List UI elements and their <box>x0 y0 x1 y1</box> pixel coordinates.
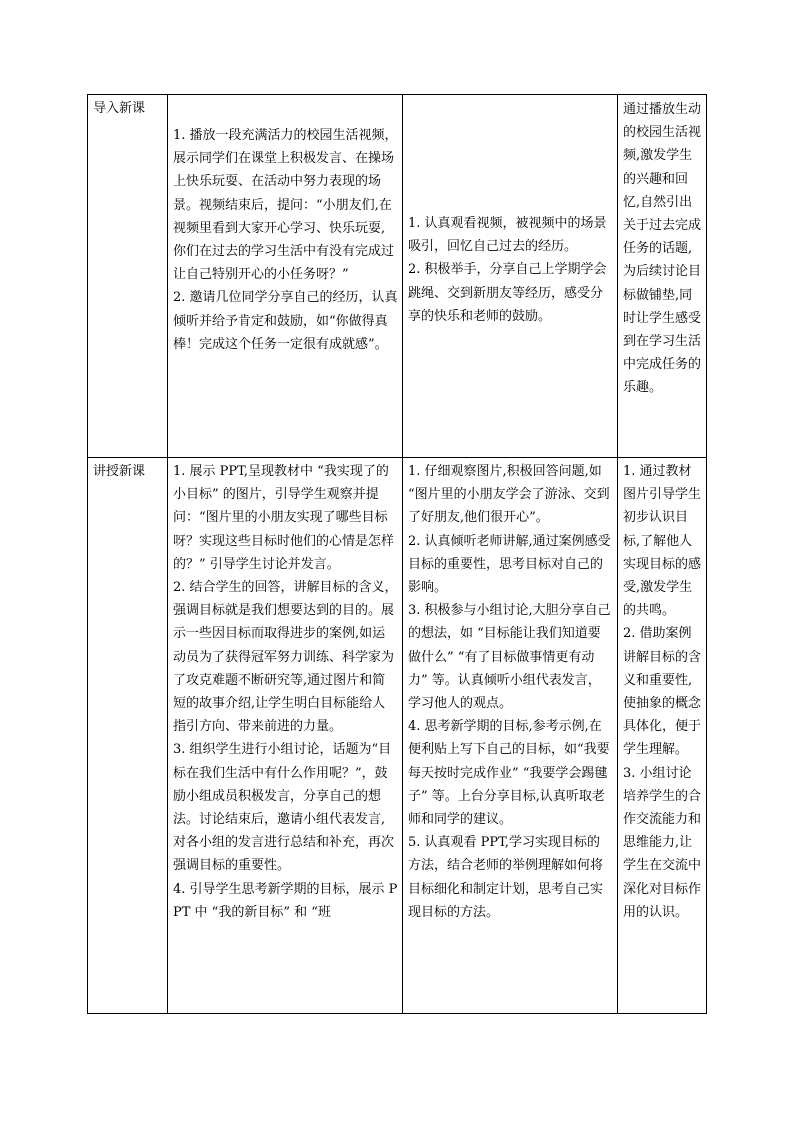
student-step: 1. 认真观看视频，被视频中的场景吸引，回忆自己过去的经历。 <box>408 216 607 255</box>
stage-cell: 导入新课 <box>88 95 168 458</box>
purpose-text: 2. 借助案例讲解目标的含义和重要性,使抽象的概念具体化，便于学生理解。 <box>623 626 702 758</box>
stage-cell: 讲授新课 <box>88 458 168 1014</box>
student-step: 2. 认真倾听老师讲解,通过案例感受目标的重要性，思考目标对自己的影响。 <box>408 533 611 596</box>
teacher-step: 2. 结合学生的回答，讲解目标的含义，强调目标就是我们想要达到的目的。展示一些因目标而取得进步的案例,如运动员为了获得冠军努力训练、科学家为了攻克难题不断研究等,通过图片和简短的故事介绍,让学生明白目标能给人指引方向、带来前进的力量。 <box>173 580 398 735</box>
student-step: 5. 认真观看 PPT,学习实现目标的方法，结合老师的举例理解如何将目标细化和制定计划，思考自己实现目标的方法。 <box>408 835 604 920</box>
design-purpose-cell <box>618 458 707 1014</box>
student-activity-cell <box>403 458 618 1014</box>
table-row <box>88 95 707 458</box>
teacher-step: 1. 展示 PPT,呈现教材中 “我实现了的小目标” 的图片，引导学生观察并提问：“图片里的小朋友实现了哪些目标呀？实现这些目标时他们的心情是怎样的？” 引导学生讨论并发言。 <box>173 464 395 572</box>
student-step: 1. 仔细观察图片,积极回答问题,如 “图片里的小朋友学会了游泳、交到了好朋友,他们很开心”。 <box>408 464 610 526</box>
student-activity-cell <box>403 95 618 458</box>
teacher-activity-cell <box>168 95 403 458</box>
student-step: 4. 思考新学期的目标,参考示例,在便利贴上写下自己的目标，如“我要每天按时完成作业” “我要学会踢毽子” 等。上台分享目标,认真听取老师和同学的建议。 <box>408 719 610 828</box>
design-purpose-cell <box>618 95 707 458</box>
purpose-text: 通过播放生动的校园生活视频,激发学生的兴趣和回忆,自然引出关于过去完成任务的话题,为后续讨论目标做铺垫,同时让学生感受到在学习生活中完成任务的乐趣。 <box>623 102 702 396</box>
teacher-step: 3. 组织学生进行小组讨论，话题为“目标在我们生活中有什么作用呢？”，鼓励小组成员积极发言，分享自己的想法。讨论结束后，邀请小组代表发言,对各小组的发言进行总结和补充，再次强调目标的重要性。 <box>173 742 395 874</box>
teacher-step: 4. 引导学生思考新学期的目标，展示 PPT 中 “我的新目标” 和 “班 <box>173 881 398 920</box>
teacher-activity-cell <box>168 458 403 1014</box>
lesson-plan-table <box>87 94 707 1014</box>
table-row <box>88 458 707 1014</box>
teacher-step: 1. 播放一段充满活力的校园生活视频，展示同学们在课堂上积极发言、在操场上快乐玩耍、在活动中努力表现的场景。视频结束后，提问：“小朋友们,在视频里看到大家开心学习、快乐玩耍,你们在过去的学习生活中有没有完成过让自己特别开心的小任务呀？” <box>173 128 398 283</box>
teacher-step: 2. 邀请几位同学分享自己的经历，认真倾听并给予肯定和鼓励，如“你做得真棒！完成这个任务一定很有成就感”。 <box>173 290 398 352</box>
student-step: 3. 积极参与小组讨论,大胆分享自己的想法，如 “目标能让我们知道要做什么” “有了目标做事情更有动力” 等。认真倾听小组代表发言，学习他人的观点。 <box>408 603 611 712</box>
purpose-text: 1. 通过教材图片引导学生初步认识目标,了解他人实现目标的感受,激发学生的共鸣。 <box>623 464 702 619</box>
student-step: 2. 积极举手，分享自己上学期学会跳绳、交到新朋友等经历，感受分享的快乐和老师的鼓励。 <box>408 262 607 324</box>
purpose-text: 3. 小组讨论培养学生的合作交流能力和思维能力,让学生在交流中深化对目标作用的认识。 <box>623 765 702 920</box>
